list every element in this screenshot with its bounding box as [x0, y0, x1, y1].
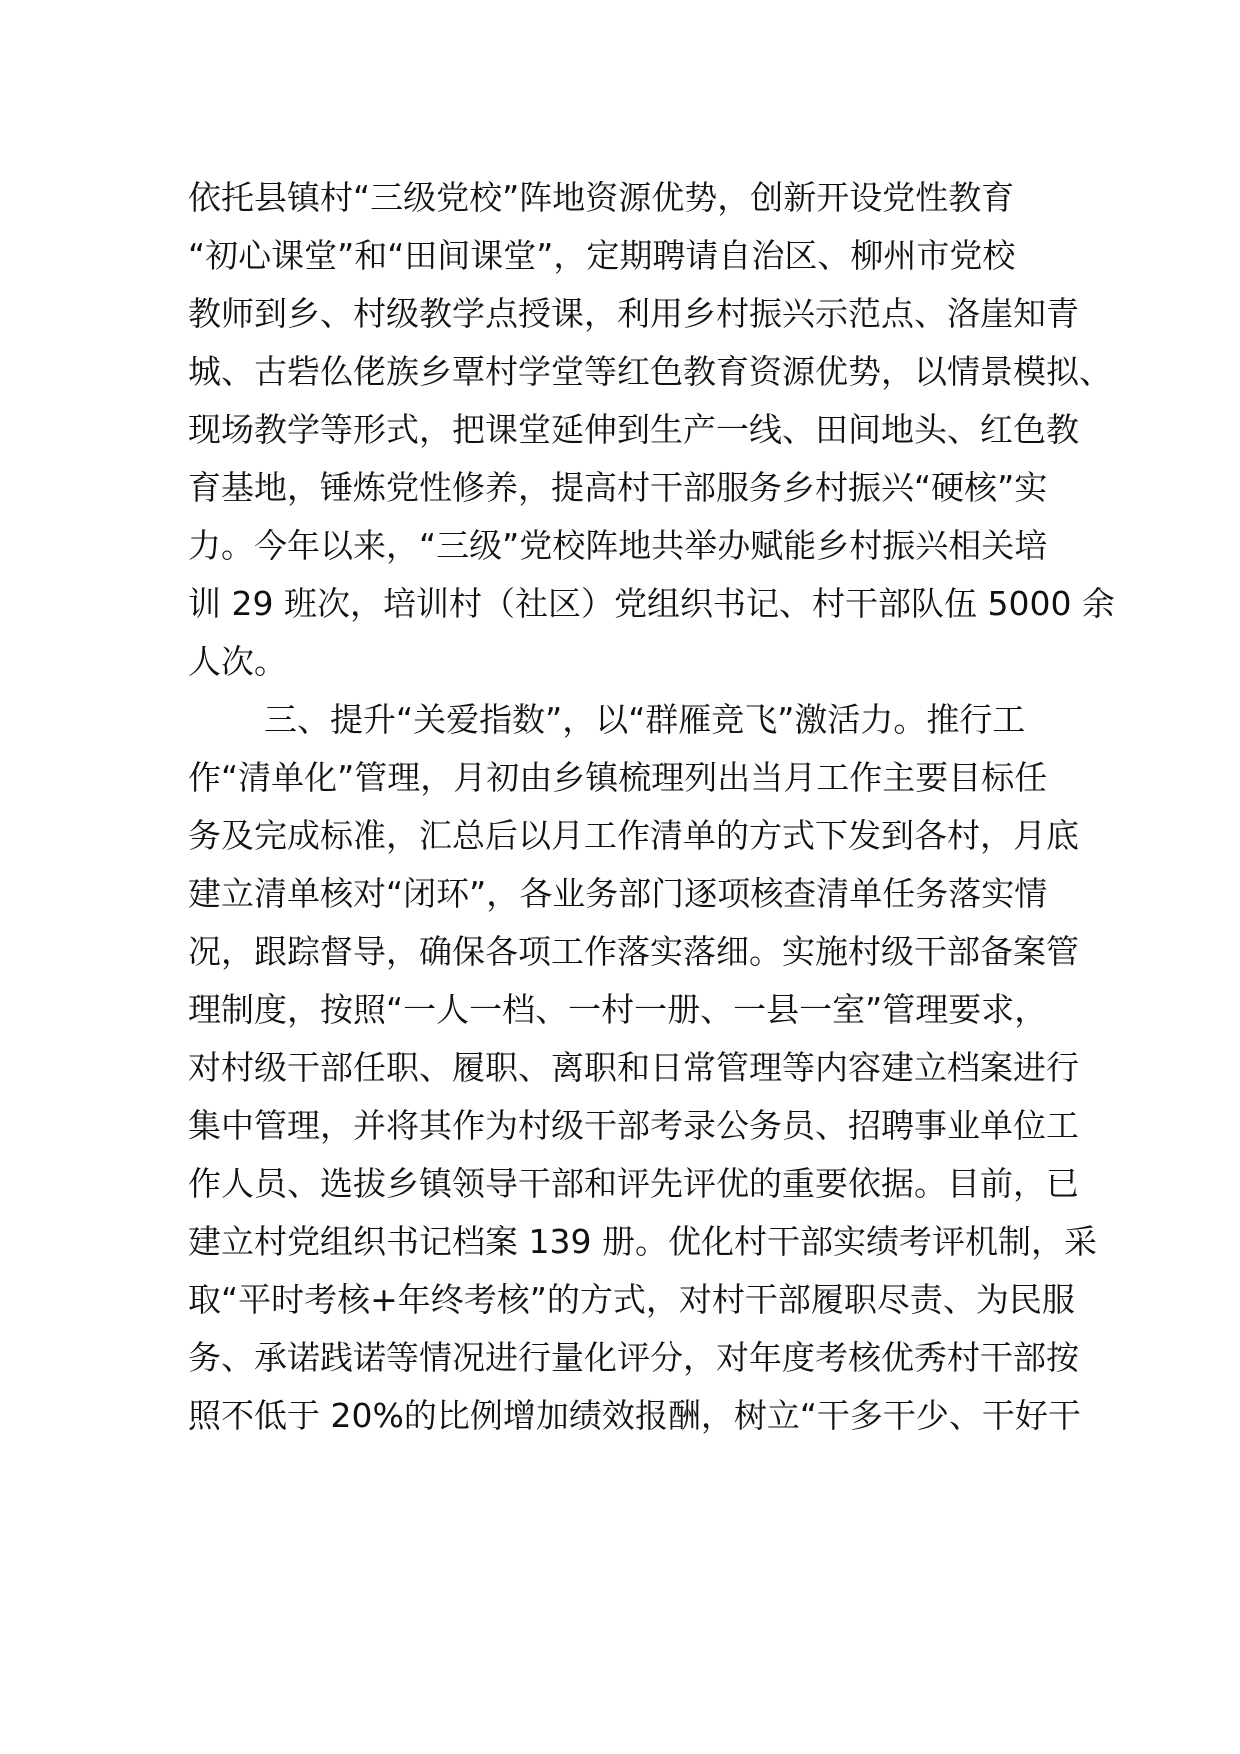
text-line-17: 集中管理，并将其作为村级干部考录公务员、招聘事业单位工: [188, 1106, 1079, 1145]
section-three-heading-line: 三、提升“关爱指数”，以“群雁竞飞”激活力。推行工: [264, 700, 1026, 739]
text-line-1: 依托县镇村“三级党校”阵地资源优势，创新开设党性教育: [188, 178, 1015, 217]
text-line-9: 人次。: [188, 642, 287, 681]
text-line-8: 训 29 班次，培训村（社区）党组织书记、村干部队伍 5000 余: [188, 584, 1115, 623]
text-line-14: 况，跟踪督导，确保各项工作落实落细。实施村级干部备案管: [188, 932, 1079, 971]
text-line-18: 作人员、选拔乡镇领导干部和评先评优的重要依据。目前，已: [188, 1164, 1079, 1203]
text-line-5: 现场教学等形式，把课堂延伸到生产一线、田间地头、红色教: [188, 410, 1079, 449]
text-line-20: 取“平时考核+年终考核”的方式，对村干部履职尽责、为民服: [188, 1280, 1075, 1319]
text-line-2: “初心课堂”和“田间课堂”，定期聘请自治区、柳州市党校: [188, 236, 1016, 275]
text-line-6: 育基地，锤炼党性修养，提高村干部服务乡村振兴“硬核”实: [188, 468, 1048, 507]
text-line-19: 建立村党组织书记档案 139 册。优化村干部实绩考评机制，采: [188, 1222, 1097, 1261]
text-line-3: 教师到乡、村级教学点授课，利用乡村振兴示范点、洛崖知青: [188, 294, 1079, 333]
text-line-13: 建立清单核对“闭环”，各业务部门逐项核查清单任务落实情: [188, 874, 1048, 913]
text-line-16: 对村级干部任职、履职、离职和日常管理等内容建立档案进行: [188, 1048, 1079, 1087]
text-line-21: 务、承诺践诺等情况进行量化评分，对年度考核优秀村干部按: [188, 1338, 1079, 1377]
text-line-11: 作“清单化”管理，月初由乡镇梳理列出当月工作主要目标任: [188, 758, 1048, 797]
text-line-12: 务及完成标准，汇总后以月工作清单的方式下发到各村，月底: [188, 816, 1079, 855]
text-line-15: 理制度，按照“一人一档、一村一册、一县一室”管理要求，: [188, 990, 1048, 1029]
text-line-22: 照不低于 20%的比例增加绩效报酬，树立“干多干少、干好干: [188, 1396, 1081, 1435]
text-line-7: 力。今年以来，“三级”党校阵地共举办赋能乡村振兴相关培: [188, 526, 1048, 565]
text-line-4: 城、古砦仫佬族乡覃村学堂等红色教育资源优势，以情景模拟、: [188, 352, 1112, 391]
